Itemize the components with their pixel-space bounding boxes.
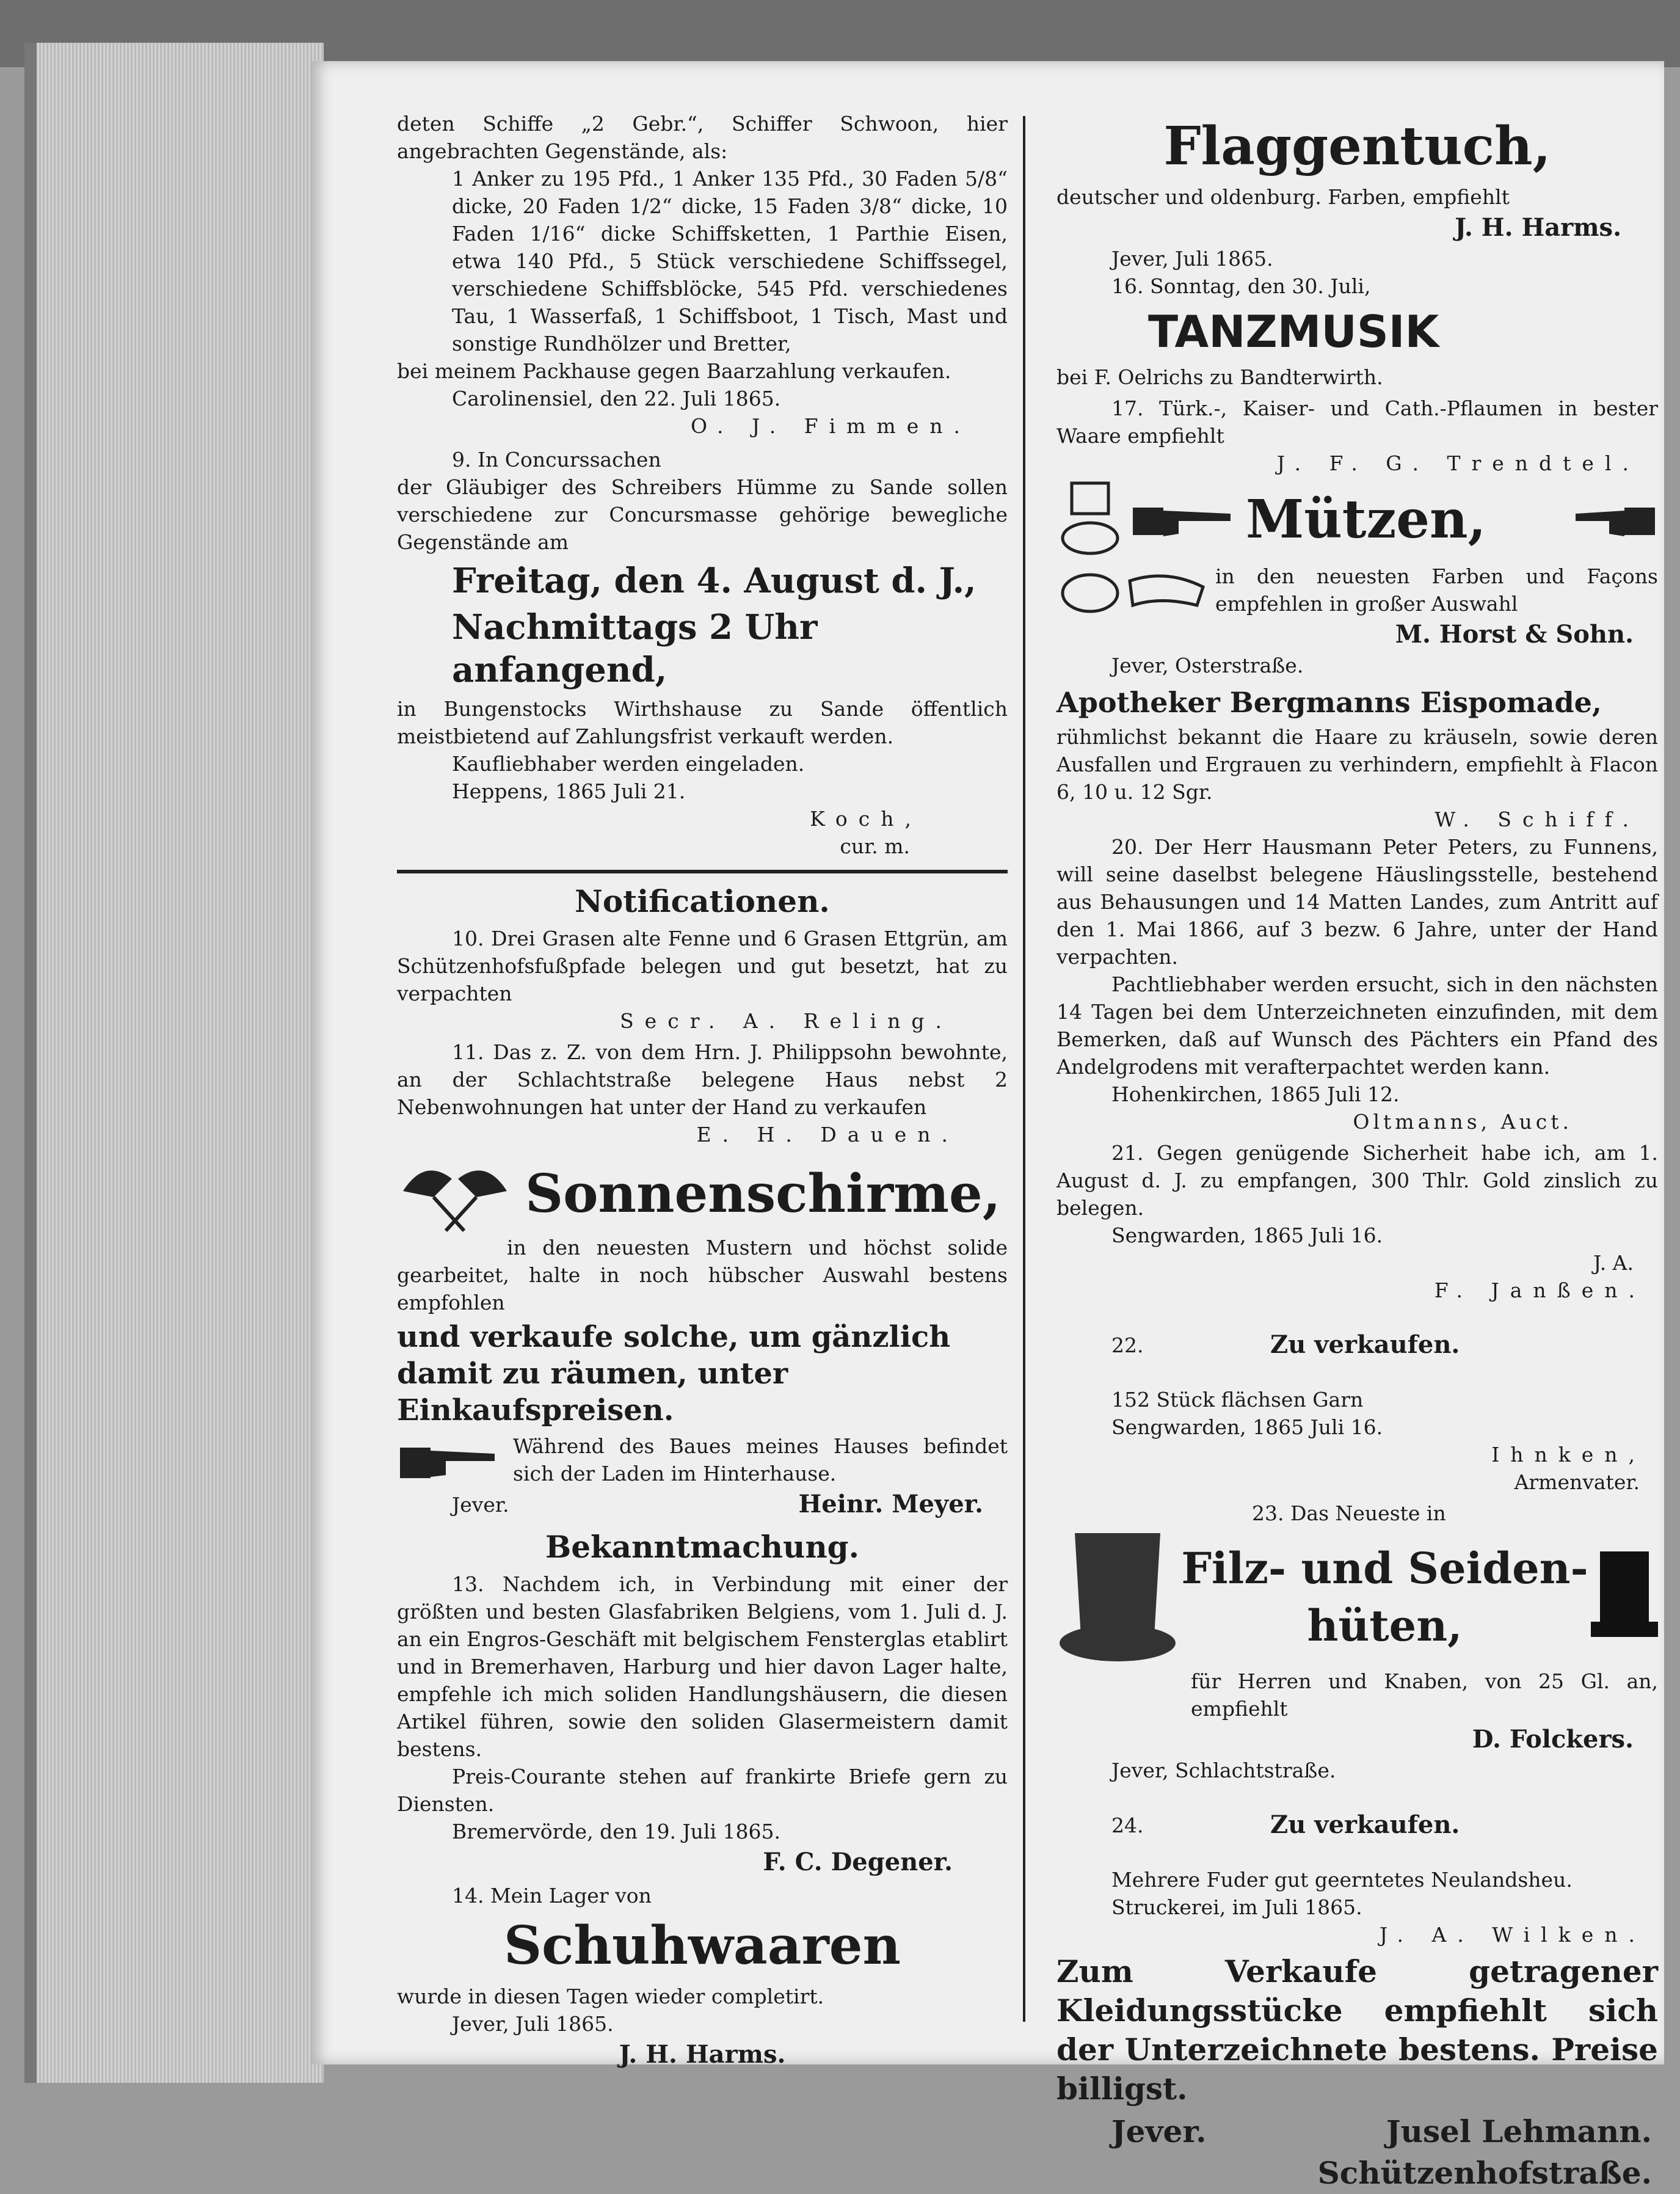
- ad-18-place: Jever, Osterstraße.: [1111, 654, 1304, 677]
- ad-24: [1056, 1784, 1658, 1948]
- ad-25-signature: Jusel Lehmann.: [1386, 2113, 1652, 2149]
- umbrella-icon: [397, 1154, 513, 1234]
- ad-9-signature-title: cur. m.: [840, 834, 910, 858]
- ad-16-title: TANZMUSIK: [1148, 306, 1439, 357]
- ad-8-place: Carolinensiel, den 22. Juli 1865.: [452, 387, 781, 410]
- pointing-hand-icon-right: [1573, 498, 1658, 541]
- left-column: [397, 110, 1008, 2072]
- ad-9-text: der Gläubiger des Schreibers Hümme zu Sande sollen verschiedene zur Concursmasse gehörige bewegliche Gegenstände am: [397, 475, 1008, 554]
- ad-19-text: rühmlichst bekannt die Haare zu kräuseln, sowie deren Ausfallen und Ergrauen zu verhindern, empfiehlt à Flacon 6, 10 u. 12 Sgr.: [1056, 725, 1658, 804]
- ad-14-intro: 14. Mein Lager von: [452, 1884, 652, 1908]
- newspaper-page: [311, 61, 1664, 2191]
- ad-10-text: 10. Drei Grasen alte Fenne und 6 Grasen Ettgrün, am Schützenhofsfußpfade belegen und gut besetzt, hat zu verpachten: [397, 927, 1008, 1005]
- ad-22-heading: Zu verkaufen.: [1270, 1330, 1460, 1359]
- ad-9-text-3: Kaufliebhaber werden eingeladen.: [452, 752, 805, 776]
- ad-20-signature: Oltmanns, Auct.: [1353, 1110, 1573, 1134]
- top-hat-icon: [1056, 1527, 1179, 1667]
- ad-24-place: Struckerei, im Juli 1865.: [1111, 1895, 1362, 1919]
- ad-24-signature: J. A. Wilken.: [1379, 1923, 1646, 1947]
- ad-24-text: Mehrere Fuder gut geerntetes Neulandsheu.: [1111, 1868, 1573, 1892]
- ad-10-signature: Secr. A. Reling.: [620, 1009, 953, 1033]
- top-hat-icon-small: [1591, 1548, 1658, 1646]
- ad-19: [1056, 684, 1658, 833]
- ad-23-text: für Herren und Knaben, von 25 Gl. an, empfiehlt: [1191, 1669, 1658, 1721]
- ad-17-text: 17. Türk.-, Kaiser- und Cath.-Pflaumen in bester Waare empfiehlt: [1056, 396, 1658, 448]
- ad-25: [1056, 1952, 1658, 2192]
- ad-23-title-1: Filz- und Seiden-: [1181, 1543, 1588, 1594]
- pointing-hand-icon: [397, 1435, 501, 1484]
- ad-11-signature: E. H. Dauen.: [696, 1123, 959, 1146]
- ad-8-signature: O. J. Fimmen.: [690, 414, 971, 438]
- ad-9-intro: 9. In Concurssachen: [452, 448, 661, 472]
- ad-18: [1056, 477, 1658, 679]
- ad-22-signature-title: Armenvater.: [1514, 1470, 1640, 1494]
- ad-12-text-2: Während des Baues meines Hauses befindet sich der Laden im Hinterhause.: [513, 1434, 1008, 1485]
- notifications-heading: Notificationen.: [575, 883, 830, 919]
- ad-20-place: Hohenkirchen, 1865 Juli 12.: [1111, 1082, 1400, 1106]
- ad-23-intro: 23. Das Neueste in: [1252, 1501, 1446, 1525]
- book-page-edges: [24, 43, 324, 2083]
- ad-12-bold-text: und verkaufe solche, um gänzlich damit zu räumen, unter Einkaufspreisen.: [397, 1320, 951, 1427]
- ad-25-place: Jever.: [1111, 2113, 1207, 2149]
- ad-24-heading: Zu verkaufen.: [1270, 1810, 1460, 1839]
- ad-13-text-2: Preis-Courante stehen auf frankirte Briefe gern zu Diensten.: [397, 1765, 1008, 1816]
- ad-18-title: Mützen,: [1246, 489, 1486, 550]
- ad-21: [1056, 1139, 1658, 1304]
- ad-22-signature: Ihnken,: [1491, 1443, 1646, 1467]
- column-divider: [1023, 116, 1025, 2022]
- ad-13-text: 13. Nachdem ich, in Verbindung mit einer der größten und besten Glasfabriken Belgiens, vom 1. Juli d. J. an ein Engros-Geschäft mit belgischem Fensterglas etablirt und in Bremerhaven, Harburg und hier davon Lager halte, empfehle ich mich soliden Handlungshäusern, die diesen Artikel führen, sowie den soliden Glasermeistern damit bestens.: [397, 1572, 1008, 1761]
- ad-14-title: Schuhwaaren: [503, 1915, 901, 1977]
- ad-9: [397, 446, 1008, 860]
- ad-12-signature: Heinr. Meyer.: [798, 1490, 983, 1518]
- ad-9-time: Nachmittags 2 Uhr anfangend,: [452, 607, 818, 690]
- ad-24-intro: 24.: [1111, 1813, 1144, 1837]
- ad-14-signature: J. H. Harms.: [619, 2040, 786, 2069]
- ad-9-text-2: in Bungenstocks Wirthshause zu Sande öffentlich meistbietend auf Zahlungsfrist verkauft werden.: [397, 697, 1008, 748]
- ad-23-place: Jever, Schlachtstraße.: [1111, 1758, 1336, 1782]
- ad-15: [1056, 116, 1658, 272]
- ad-17-signature: J. F. G. Trendtel.: [1276, 451, 1640, 475]
- ad-25-text: Zum Verkaufe getragener Kleidungsstücke empfiehlt sich der Unterzeichnete bestens. Preise billigst.: [1056, 1953, 1658, 2107]
- ad-12: [397, 1154, 1008, 1522]
- ad-14-place: Jever, Juli 1865.: [452, 2012, 614, 2036]
- ad-15-signature: J. H. Harms.: [1455, 213, 1621, 242]
- ad-19-title: Apotheker Bergmanns Eispomade,: [1056, 686, 1602, 719]
- ad-14-text: wurde in diesen Tagen wieder completirt.: [397, 1984, 824, 2008]
- ad-22-intro: 22.: [1111, 1333, 1144, 1357]
- ad-8-line-2: 1 Anker zu 195 Pfd., 1 Anker 135 Pfd., 30 Faden 5/8“ dicke, 20 Faden 1/2“ dicke, 15 Faden 3/8“ dicke, 10 Faden 1/16“ dicke Schiffsketten, 1 Parthie Eisen, etwa 140 Pfd., 5 Stück verschiedene Schiffssegel, verschiedene Schiffsblöcke, 545 Pfd. verschiedenes Tau, 1 Wasserfaß, 1 Schiffsboot, 1 Tisch, Mast und sonstige Rundhölzer und Bretter,: [452, 167, 1008, 355]
- ad-21-signature-2: F. Janßen.: [1434, 1278, 1646, 1302]
- ad-22-text: 152 Stück flächsen Garn: [1111, 1388, 1364, 1412]
- ad-15-title: Flaggentuch,: [1163, 115, 1551, 177]
- ad-23: [1056, 1500, 1658, 1784]
- ad-22: [1056, 1304, 1658, 1496]
- right-column: [1056, 110, 1658, 2194]
- ad-22-place: Sengwarden, 1865 Juli 16.: [1111, 1415, 1383, 1439]
- pointing-hand-icon: [1130, 498, 1234, 541]
- ad-23-signature: D. Folckers.: [1472, 1725, 1634, 1754]
- ad-20-text-2: Pachtliebhaber werden ersucht, sich in den nächsten 14 Tagen bei dem Unterzeichneten einzufinden, mit dem Bemerken, daß auf Wunsch des Pächters ein Pfand des Andelgrodens mit verafterpachtet werden kann.: [1056, 972, 1658, 1079]
- ad-11: [397, 1038, 1008, 1148]
- hat-icons: [1056, 563, 1209, 618]
- ad-13-place: Bremervörde, den 19. Juli 1865.: [452, 1820, 780, 1843]
- ad-14: [397, 1882, 1008, 2071]
- ad-21-place: Sengwarden, 1865 Juli 16.: [1111, 1223, 1383, 1247]
- ad-17: [1056, 395, 1658, 477]
- ad-16: [1056, 272, 1658, 391]
- ad-15-text: deutscher und oldenburg. Farben, empfiehlt: [1056, 185, 1510, 209]
- ad-19-signature: W. Schiff.: [1435, 807, 1640, 831]
- ad-13-signature: F. C. Degener.: [763, 1848, 953, 1876]
- ad-18-signature: M. Horst & Sohn.: [1395, 620, 1634, 649]
- ad-8-line-1: deten Schiffe „2 Gebr.“, Schiffer Schwoon, hier angebrachten Gegenstände, als:: [397, 112, 1008, 163]
- ad-8: [397, 110, 1008, 440]
- ad-25-address: Schützenhofstraße.: [1317, 2155, 1652, 2191]
- ad-16-intro: 16. Sonntag, den 30. Juli,: [1111, 274, 1371, 298]
- cap-icon: [1056, 477, 1130, 563]
- ad-13: [397, 1528, 1008, 1878]
- ad-13-heading: Bekanntmachung.: [545, 1529, 860, 1565]
- ad-21-signature-1: J. A.: [1593, 1251, 1634, 1275]
- ad-9-place: Heppens, 1865 Juli 21.: [452, 779, 686, 803]
- ad-20-text: 20. Der Herr Hausmann Peter Peters, zu Funnens, will seine daselbst belegene Häuslingsstelle, bestehend aus Behausungen und 14 Matten Landes, zum Antritt auf den 1. Mai 1866, auf 3 bezw. 6 Jahre, unter der Hand verpachten.: [1056, 835, 1658, 969]
- ad-10: [397, 925, 1008, 1035]
- ad-8-line-3: bei meinem Packhause gegen Baarzahlung verkaufen.: [397, 359, 951, 383]
- ad-23-title-2: hüten,: [1307, 1600, 1463, 1651]
- ad-21-text: 21. Gegen genügende Sicherheit habe ich, am 1. August d. J. zu empfangen, 300 Thlr. Gold zinslich zu belegen.: [1056, 1141, 1658, 1220]
- ad-12-title: Sonnenschirme,: [525, 1163, 1001, 1225]
- ad-18-text: in den neuesten Farben und Façons empfehlen in großer Auswahl: [1215, 564, 1658, 616]
- ad-9-signature: Koch,: [810, 807, 922, 831]
- ad-12-place: Jever.: [452, 1492, 509, 1517]
- ad-16-text: bei F. Oelrichs zu Bandterwirth.: [1056, 365, 1383, 389]
- ad-20: [1056, 833, 1658, 1135]
- ad-11-text: 11. Das z. Z. von dem Hrn. J. Philippsohn bewohnte, an der Schlachtstraße belegene Haus nebst 2 Nebenwohnungen hat unter der Hand zu verkaufen: [397, 1040, 1008, 1119]
- ad-12-text: in den neuesten Mustern und höchst solide gearbeitet, halte in noch hübscher Auswahl bestens empfohlen: [397, 1236, 1008, 1314]
- ad-15-place: Jever, Juli 1865.: [1111, 247, 1273, 271]
- ad-9-date: Freitag, den 4. August d. J.,: [452, 561, 976, 601]
- section-rule: [397, 870, 1008, 873]
